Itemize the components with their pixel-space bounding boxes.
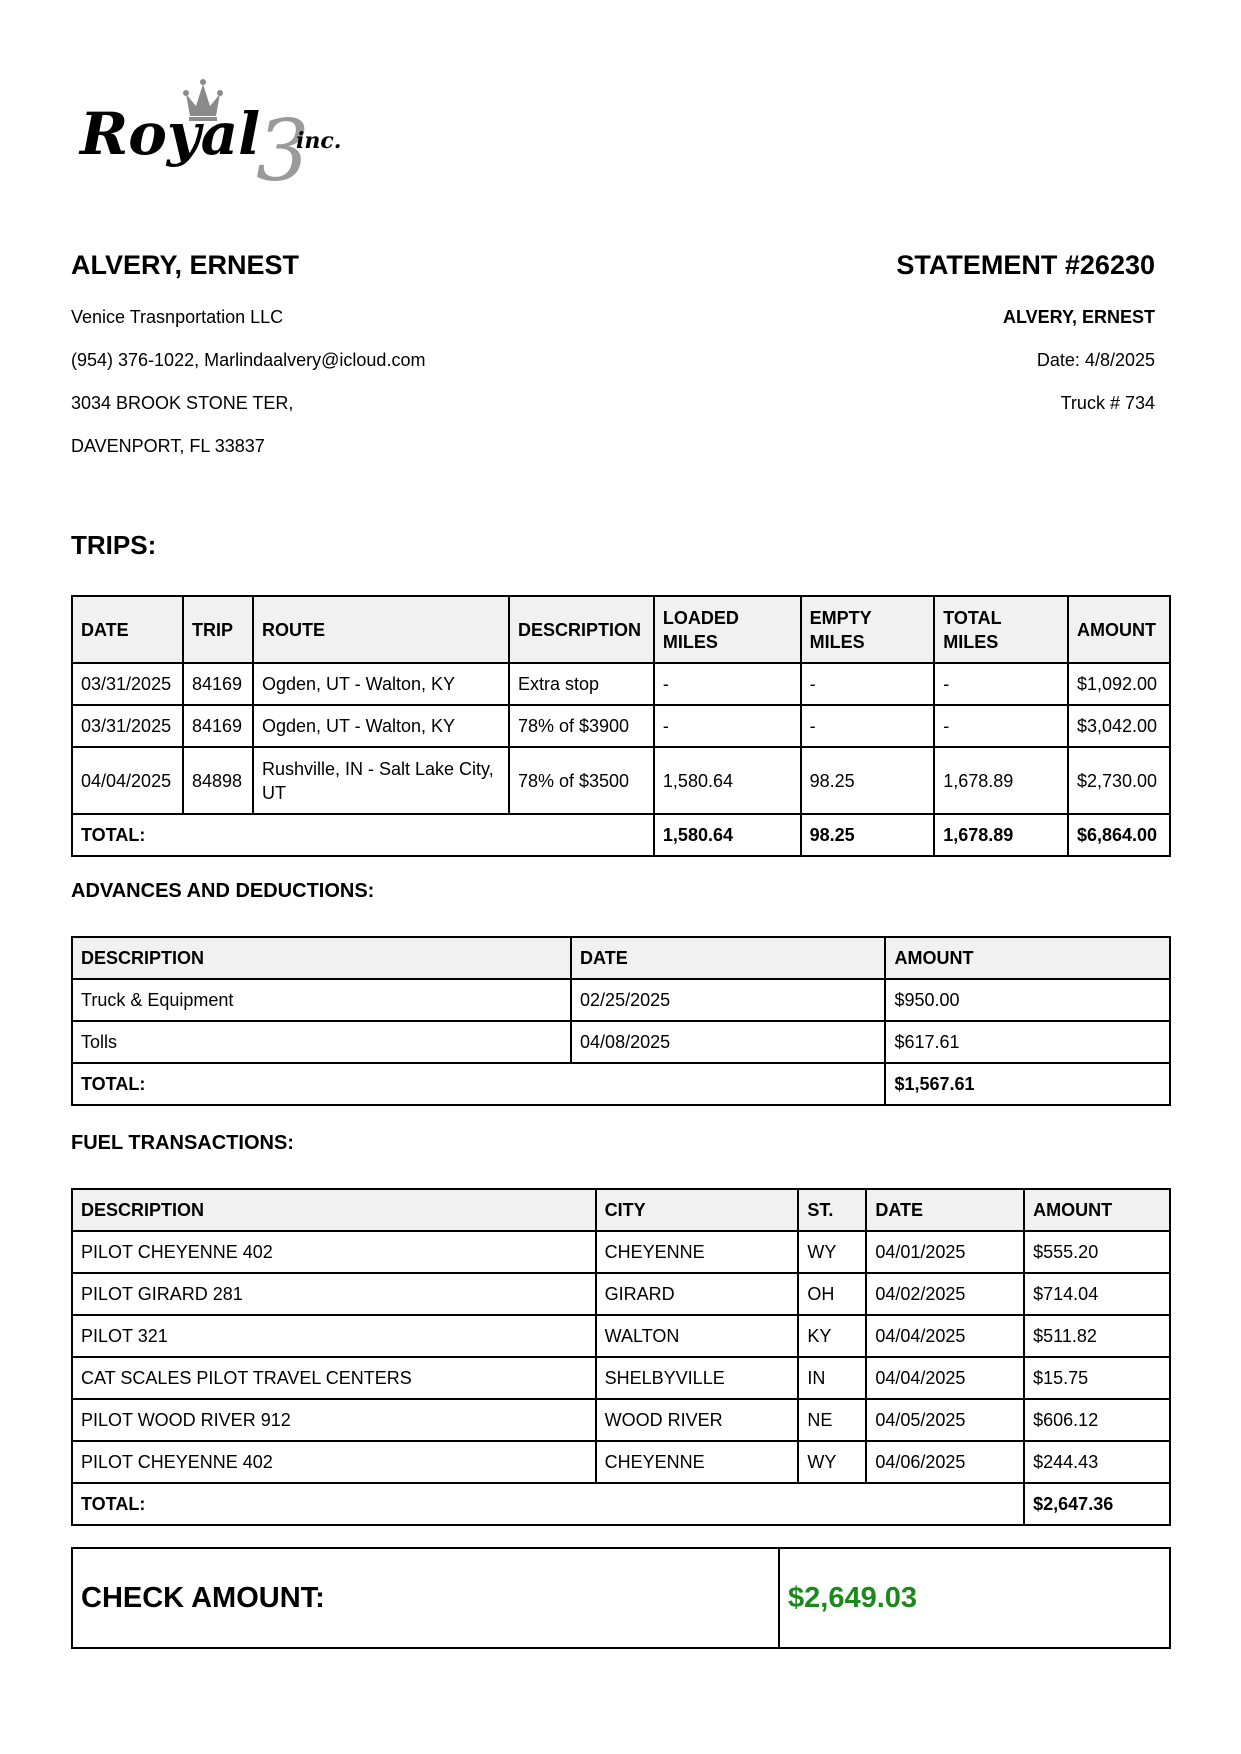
table-row [72, 1357, 1170, 1399]
advances-total-amount: $1,567.61 [885, 1063, 1170, 1105]
trip-description: Extra stop [509, 663, 654, 705]
fuel-state: WY [798, 1231, 866, 1273]
fuel-amount: $555.20 [1024, 1231, 1170, 1273]
fuel-state: WY [798, 1441, 866, 1483]
trips-col-amount: AMOUNT [1068, 596, 1170, 663]
fuel-date: 04/01/2025 [866, 1231, 1024, 1273]
fuel-description: PILOT CHEYENNE 402 [72, 1441, 596, 1483]
fuel-amount: $15.75 [1024, 1357, 1170, 1399]
logo-numeral: 3 [256, 102, 310, 188]
fuel-city: WALTON [596, 1315, 799, 1357]
table-row [72, 1315, 1170, 1357]
royal3-logo-graphic [78, 76, 378, 188]
fuel-date: 04/05/2025 [866, 1399, 1024, 1441]
trips-total-label: TOTAL: [72, 814, 654, 856]
trip-total-miles: - [934, 663, 1068, 705]
advance-date: 04/08/2025 [571, 1021, 885, 1063]
fuel-date: 04/04/2025 [866, 1357, 1024, 1399]
trips-col-trip: TRIP [183, 596, 253, 663]
fuel-col-date: DATE [866, 1189, 1024, 1231]
advances-section-title: ADVANCES AND DEDUCTIONS: [71, 880, 375, 902]
trip-amount: $3,042.00 [1068, 705, 1170, 747]
fuel-section-title: FUEL TRANSACTIONS: [71, 1132, 294, 1154]
fuel-amount: $244.43 [1024, 1441, 1170, 1483]
advances-total-label: TOTAL: [72, 1063, 885, 1105]
driver-name-heading: ALVERY, ERNEST [71, 250, 300, 280]
fuel-description: PILOT WOOD RIVER 912 [72, 1399, 596, 1441]
fuel-city: CHEYENNE [596, 1231, 799, 1273]
fuel-total-label: TOTAL: [72, 1483, 1024, 1525]
advances-table [71, 936, 1171, 1106]
trip-route: Ogden, UT - Walton, KY [253, 705, 509, 747]
driver-company: Venice Trasnportation LLC [71, 307, 284, 327]
advances-col-date: DATE [571, 937, 885, 979]
trip-loaded-miles: - [654, 705, 801, 747]
statement-date: Date: 4/8/2025 [1036, 350, 1155, 370]
company-logo [78, 76, 378, 188]
fuel-state: NE [798, 1399, 866, 1441]
fuel-amount: $606.12 [1024, 1399, 1170, 1441]
fuel-city: CHEYENNE [596, 1441, 799, 1483]
table-row [72, 705, 1170, 747]
fuel-city: WOOD RIVER [596, 1399, 799, 1441]
advances-total-row [72, 1063, 1170, 1105]
trip-number: 84898 [183, 747, 253, 814]
advance-date: 02/25/2025 [571, 979, 885, 1021]
fuel-total-amount: $2,647.36 [1024, 1483, 1170, 1525]
table-row [72, 1441, 1170, 1483]
fuel-col-description: DESCRIPTION [72, 1189, 596, 1231]
table-row [72, 1231, 1170, 1273]
trip-loaded-miles: 1,580.64 [654, 747, 801, 814]
advances-header-row [72, 937, 1170, 979]
trips-section-title: TRIPS: [71, 530, 157, 560]
table-row [72, 979, 1170, 1021]
driver-contact: (954) 376-1022, Marlindaalvery@icloud.com [71, 350, 426, 370]
statement-title: STATEMENT #26230 [896, 250, 1155, 280]
trips-total-miles: 1,678.89 [934, 814, 1068, 856]
advance-amount: $617.61 [885, 1021, 1170, 1063]
trip-amount: $1,092.00 [1068, 663, 1170, 705]
trip-description: 78% of $3500 [509, 747, 654, 814]
trip-date: 03/31/2025 [72, 705, 183, 747]
trip-number: 84169 [183, 663, 253, 705]
check-amount-value: $2,649.03 [788, 1581, 918, 1614]
trip-empty-miles: - [801, 705, 935, 747]
advance-description: Tolls [72, 1021, 571, 1063]
trip-empty-miles: 98.25 [801, 747, 935, 814]
logo-wordmark: Royal [80, 100, 261, 168]
trips-total-empty: 98.25 [801, 814, 935, 856]
trip-number: 84169 [183, 705, 253, 747]
trip-amount: $2,730.00 [1068, 747, 1170, 814]
table-row [72, 1021, 1170, 1063]
trip-date: 04/04/2025 [72, 747, 183, 814]
trips-table [71, 595, 1171, 857]
trip-description: 78% of $3900 [509, 705, 654, 747]
trips-total-amount: $6,864.00 [1068, 814, 1170, 856]
fuel-description: CAT SCALES PILOT TRAVEL CENTERS [72, 1357, 596, 1399]
driver-address-line2: DAVENPORT, FL 33837 [71, 436, 265, 456]
fuel-date: 04/02/2025 [866, 1273, 1024, 1315]
statement-driver-name: ALVERY, ERNEST [1002, 307, 1155, 327]
table-row [72, 1273, 1170, 1315]
check-amount-box [71, 1547, 1171, 1649]
trips-total-loaded: 1,580.64 [654, 814, 801, 856]
driver-address-line1: 3034 BROOK STONE TER, [71, 393, 294, 413]
fuel-city: GIRARD [596, 1273, 799, 1315]
trip-route: Ogden, UT - Walton, KY [253, 663, 509, 705]
fuel-total-row [72, 1483, 1170, 1525]
fuel-date: 04/04/2025 [866, 1315, 1024, 1357]
trips-col-date: DATE [72, 596, 183, 663]
fuel-amount: $511.82 [1024, 1315, 1170, 1357]
logo-suffix: inc. [296, 128, 342, 154]
trips-col-empty-miles: EMPTY MILES [801, 596, 935, 663]
advances-col-description: DESCRIPTION [72, 937, 571, 979]
fuel-description: PILOT CHEYENNE 402 [72, 1231, 596, 1273]
table-row [72, 663, 1170, 705]
table-row [72, 747, 1170, 814]
advances-col-amount: AMOUNT [885, 937, 1170, 979]
trip-total-miles: - [934, 705, 1068, 747]
advance-description: Truck & Equipment [72, 979, 571, 1021]
trip-route: Rushville, IN - Salt Lake City, UT [253, 747, 509, 814]
advance-amount: $950.00 [885, 979, 1170, 1021]
fuel-date: 04/06/2025 [866, 1441, 1024, 1483]
trip-empty-miles: - [801, 663, 935, 705]
fuel-amount: $714.04 [1024, 1273, 1170, 1315]
fuel-col-amount: AMOUNT [1024, 1189, 1170, 1231]
trips-total-row [72, 814, 1170, 856]
fuel-description: PILOT GIRARD 281 [72, 1273, 596, 1315]
fuel-col-state: ST. [798, 1189, 866, 1231]
trip-total-miles: 1,678.89 [934, 747, 1068, 814]
trips-col-loaded-miles: LOADED MILES [654, 596, 801, 663]
fuel-city: SHELBYVILLE [596, 1357, 799, 1399]
fuel-col-city: CITY [596, 1189, 799, 1231]
fuel-description: PILOT 321 [72, 1315, 596, 1357]
fuel-table [71, 1188, 1171, 1526]
trip-loaded-miles: - [654, 663, 801, 705]
fuel-state: OH [798, 1273, 866, 1315]
fuel-state: KY [798, 1315, 866, 1357]
check-amount-label: CHECK AMOUNT: [73, 1549, 780, 1647]
statement-truck: Truck # 734 [1060, 393, 1155, 413]
fuel-header-row [72, 1189, 1170, 1231]
table-row [72, 1399, 1170, 1441]
trips-col-route: ROUTE [253, 596, 509, 663]
fuel-state: IN [798, 1357, 866, 1399]
trips-col-total-miles: TOTAL MILES [934, 596, 1068, 663]
trip-date: 03/31/2025 [72, 663, 183, 705]
trips-col-description: DESCRIPTION [509, 596, 654, 663]
trips-header-row [72, 596, 1170, 663]
